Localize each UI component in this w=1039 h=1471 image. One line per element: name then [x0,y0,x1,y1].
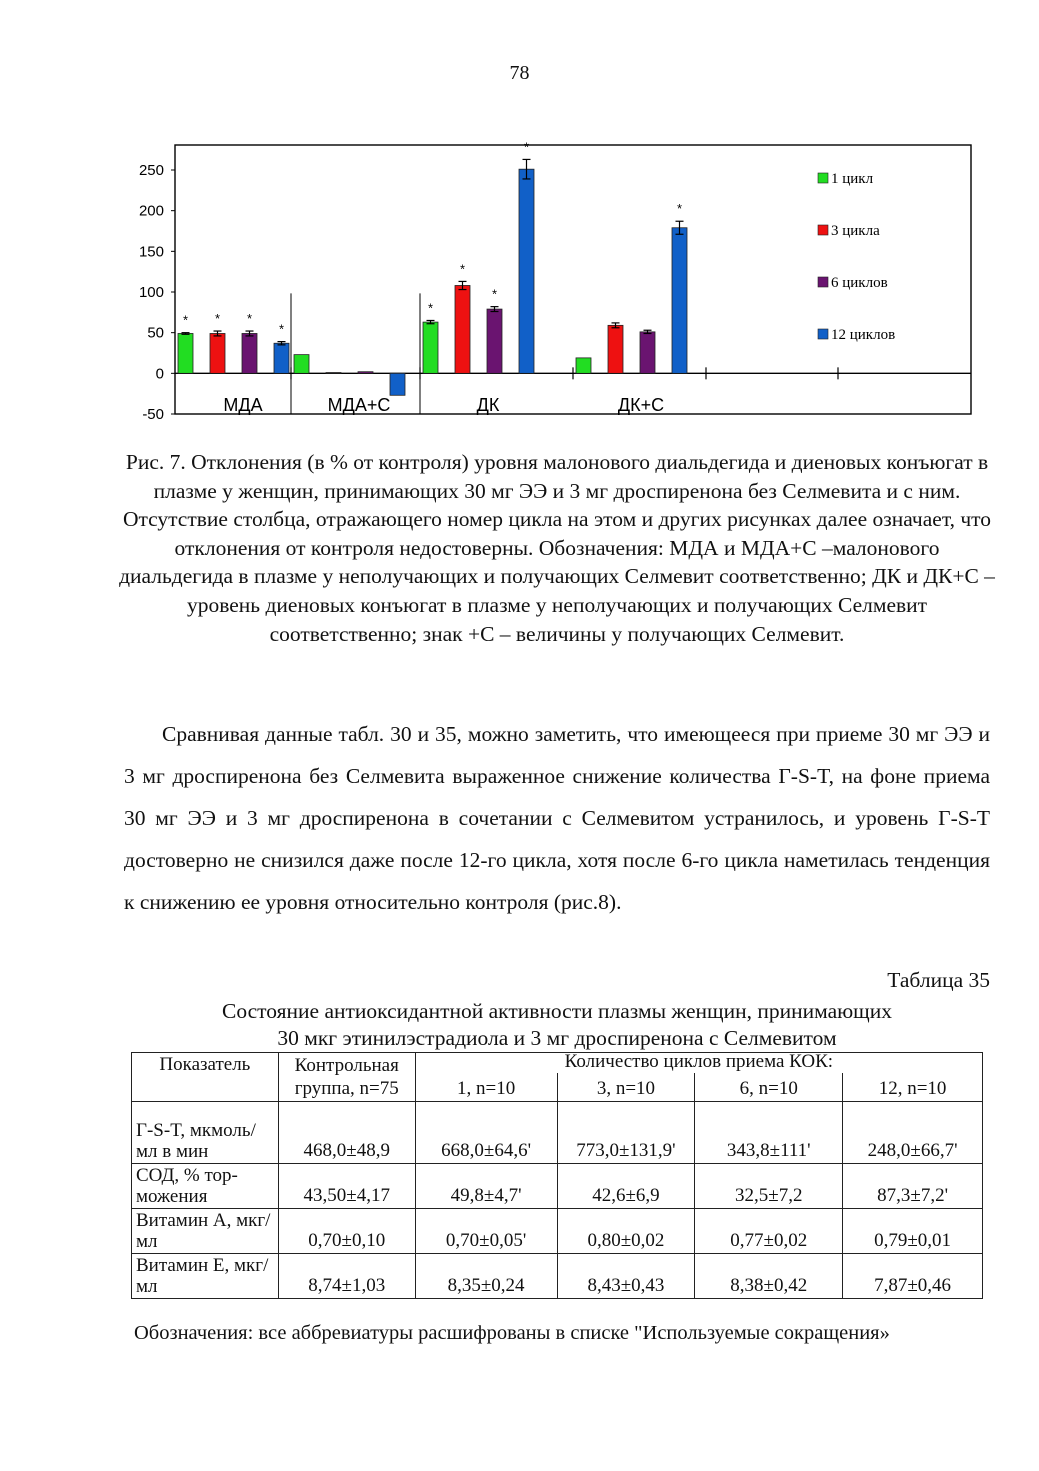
significance-mark: * [278,321,285,337]
category-label: МДА [223,395,263,415]
table-title-line-2: 30 мкг этинилэстрадиола и 3 мг дроспиренона с Селмевитом [277,1026,837,1050]
table-cell: 773,0±131,9' [557,1102,695,1164]
bar [242,333,257,373]
table-cell: 7,87±0,46 [843,1254,983,1299]
bar [487,309,502,373]
table-cell: 8,35±0,24 [415,1254,557,1299]
significance-mark: * [491,286,498,302]
header-control: Контрольная группа, n=75 [278,1053,415,1102]
legend-label: 6 циклов [831,275,888,291]
significance-mark: * [676,201,683,217]
bar [294,355,309,374]
bar [210,333,225,373]
row-label: Витамин Е, мкг/мл [132,1254,279,1299]
y-tick-label: 200 [138,202,164,220]
data-table [131,1052,983,1299]
table-cell: 343,8±111' [695,1102,843,1164]
row-label: Витамин А, мкг/мл [132,1209,279,1254]
row-label: СОД, % тор-можения [132,1164,279,1209]
legend-swatch [818,225,828,235]
table-cell: 668,0±64,6' [415,1102,557,1164]
y-tick-label: 100 [138,284,164,301]
table-notes: Обозначения: все аббревиатуры расшифрованы в списке "Используемые сокращения» [134,1322,890,1344]
y-tick-label: 150 [138,243,164,261]
bar [390,373,405,395]
page-number: 78 [509,62,530,84]
bar [672,228,687,374]
table-cell: 8,43±0,43 [557,1254,695,1299]
bar [576,358,591,373]
table-cell: 32,5±7,2 [695,1164,843,1209]
table-cell: 8,74±1,03 [278,1254,415,1299]
y-tick-label: 0 [155,365,164,383]
significance-mark: * [214,311,221,327]
bar [326,373,341,374]
significance-mark: * [459,261,466,277]
table-title-line-1: Состояние антиоксидантной активности плазмы женщин, принимающих [222,999,892,1023]
cycle-header-6: 6, n=10 [695,1073,843,1101]
table-cell: 49,8±4,7' [415,1164,557,1209]
significance-mark: * [427,300,434,316]
table-title [0,998,1039,1052]
y-tick-label: 50 [147,324,164,342]
y-tick-label: -50 [142,406,164,423]
table-label: Таблица 35 [887,968,990,992]
legend-label: 3 цикла [831,223,880,239]
table-cell: 43,50±4,17 [278,1164,415,1209]
cycle-header-12: 12, n=10 [843,1073,983,1101]
figure-caption: Рис. 7. Отклонения (в % от контроля) уровня малонового диальдегида и диеновых конъюгат в плазме у женщин, принимающих 30 мг ЭЭ и 3 мг дроспиренона без Селмевита и с ним. Отсутствие столбца, отражающего номер цикла на этом и других рисунках далее означает, что отклонения от контроля недостоверны. Обозначения: МДА и МДА+С –малонового диальдегида в плазме у неполучающих и получающих Селмевит соответственно; ДК и ДК+С – уровень диеновых конъюгат в плазме у неполучающих и получающих Селмевит соответственно; знак +С – величины у получающих Селмевит. [119,450,995,646]
significance-mark: * [246,311,253,327]
table-cell: 87,3±7,2' [843,1164,983,1209]
table-cell: 0,79±0,01 [843,1209,983,1254]
table-cell: 0,70±0,05' [415,1209,557,1254]
body-paragraph: Сравнивая данные табл. 30 и 35, можно заметить, что имеющееся при приеме 30 мг ЭЭ и 3 мг дроспиренона без Селмевита выраженное снижение количества Г-S-T, на фоне приема 30 мг ЭЭ и 3 мг дроспиренона в сочетании с Селмевитом устранилось, и уровень Г-S-T достоверно не снизился даже после 12-го цикла, хотя после 6-го цикла наметилась тенденция к снижению ее уровня относительно контроля (рис.8). [124,722,990,914]
bar [274,343,289,373]
cycle-header-1: 1, n=10 [415,1073,557,1101]
table-cell: 0,77±0,02 [695,1209,843,1254]
bar [423,322,438,373]
legend-swatch [818,329,828,339]
y-tick-label: 250 [138,162,164,179]
significance-mark: * [523,139,530,155]
row-label: Г-S-T, мкмоль/мл в мин [132,1102,279,1164]
bar [178,333,193,373]
bar [608,325,623,373]
table-cell: 248,0±66,7' [843,1102,983,1164]
table-cell: 0,80±0,02 [557,1209,695,1254]
bar [358,372,373,374]
table-row [132,1209,983,1254]
table-cell: 0,70±0,10 [278,1209,415,1254]
legend-label: 12 циклов [831,327,896,343]
legend-swatch [818,173,828,183]
table-row [132,1254,983,1299]
cycle-header-3: 3, n=10 [557,1073,695,1101]
bar-chart [120,135,980,425]
table-cell: 468,0±48,9 [278,1102,415,1164]
table-cell: 8,38±0,42 [695,1254,843,1299]
bar [519,169,534,373]
significance-mark: * [182,312,189,328]
legend-swatch [818,277,828,287]
table-cell: 42,6±6,9 [557,1164,695,1209]
legend-label: 1 цикл [831,171,874,187]
table-row [132,1102,983,1164]
header-indicator: Показатель [132,1053,279,1102]
header-cycles: Количество циклов приема КОК: [415,1053,982,1074]
bar [455,285,470,373]
category-label: МДА+С [327,395,391,415]
category-label: ДК+С [617,395,665,415]
category-label: ДК [476,395,500,415]
bar [640,332,655,373]
table-row [132,1164,983,1209]
